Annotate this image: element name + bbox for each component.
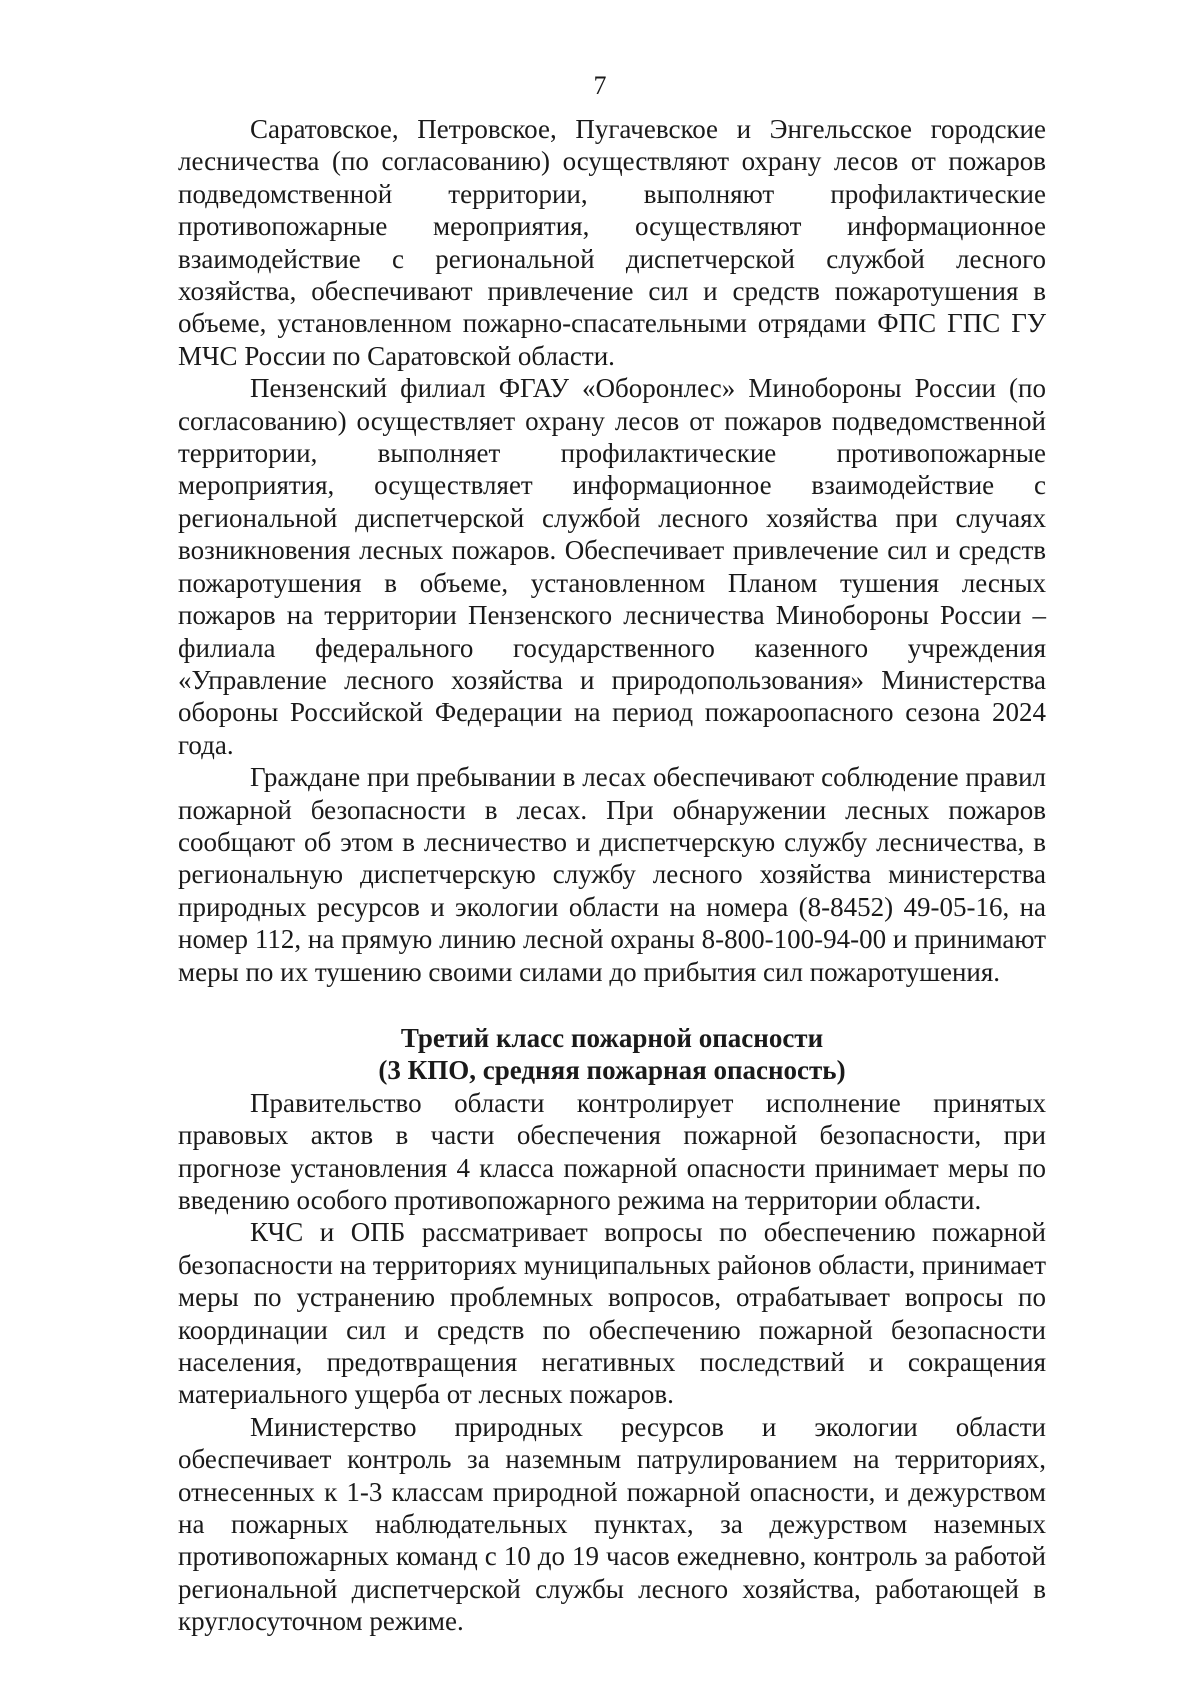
paragraph-government: Правительство области контролирует исполнение принятых правовых актов в части обеспечения пожарной безопасности, при прогнозе установления 4 класса пожарной опасности принимает меры по введению особого противопожарного режима на территории области. [178, 1087, 1046, 1215]
paragraph-ministry: Министерство природных ресурсов и экологии области обеспечивает контроль за наземным патрулированием на территориях, отнесенных к 1-3 классам природной пожарной опасности, и дежурством на пожарных наблюдательных пунктах, за дежурством наземных противопожарных команд с 10 до 19 часов ежедневно, контроль за работой региональной диспетчерской службы лесного хозяйства, работающей в круглосуточном режиме. [178, 1411, 1046, 1637]
section-heading-line-2: (3 КПО, средняя пожарная опасность) [378, 1055, 846, 1086]
paragraph-penza-branch: Пензенский филиал ФГАУ «Оборонлес» Минобороны России (по согласованию) осуществляет охрану лесов от пожаров подведомственной территории, выполняет профилактические противопожарные мероприятия, осуществляет информационное взаимодействие с региональной диспетчерской службой лесного хозяйства при случаях возникновения лесных пожаров. Обеспечивает привлечение сил и средств пожаротушения в объеме, установленном Планом тушения лесных пожаров на территории Пензенского лесничества Минобороны России – филиала федерального государственного казенного учреждения «Управление лесного хозяйства и природопользования» Министерства обороны Российской Федерации на период пожароопасного сезона 2024 года. [178, 373, 1046, 760]
paragraph-city-forestries: Саратовское, Петровское, Пугачевское и Энгельсское городские лесничества (по согласованию) осуществляют охрану лесов от пожаров подведомственной территории, выполняют профилактические противопожарные мероприятия, осуществляют информационное взаимодействие с региональной диспетчерской службой лесного хозяйства, обеспечивают привлечение сил и средств пожаротушения в объеме, установленном пожарно-спасательными отрядами ФПС ГПС ГУ МЧС России по Саратовской области. [178, 114, 1046, 371]
section-heading-third-class [178, 1022, 1046, 1087]
paragraph-citizens: Граждане при пребывании в лесах обеспечивают соблюдение правил пожарной безопасности в лесах. При обнаружении лесных пожаров сообщают об этом в лесничество и диспетчерскую службу лесничества, в региональную диспетчерскую службу лесного хозяйства министерства природных ресурсов и экологии области на номера (8-8452) 49-05-16, на номер 112, на прямую линию лесной охраны 8-800-100-94-00 и принимают меры по их тушению своими силами до прибытия сил пожаротушения. [178, 762, 1046, 987]
section-heading-line-1: Третий класс пожарной опасности [400, 1022, 824, 1053]
paragraph-kchs-opb: КЧС и ОПБ рассматривает вопросы по обеспечению пожарной безопасности на территориях муниципальных районов области, принимает меры по устранению проблемных вопросов, отрабатывает вопросы по координации сил и средств по обеспечению пожарной безопасности населения, предотвращения негативных последствий и сокращения материального ущерба от лесных пожаров. [178, 1217, 1046, 1410]
document-body [178, 113, 1046, 1638]
page-number: 7 [593, 71, 607, 100]
